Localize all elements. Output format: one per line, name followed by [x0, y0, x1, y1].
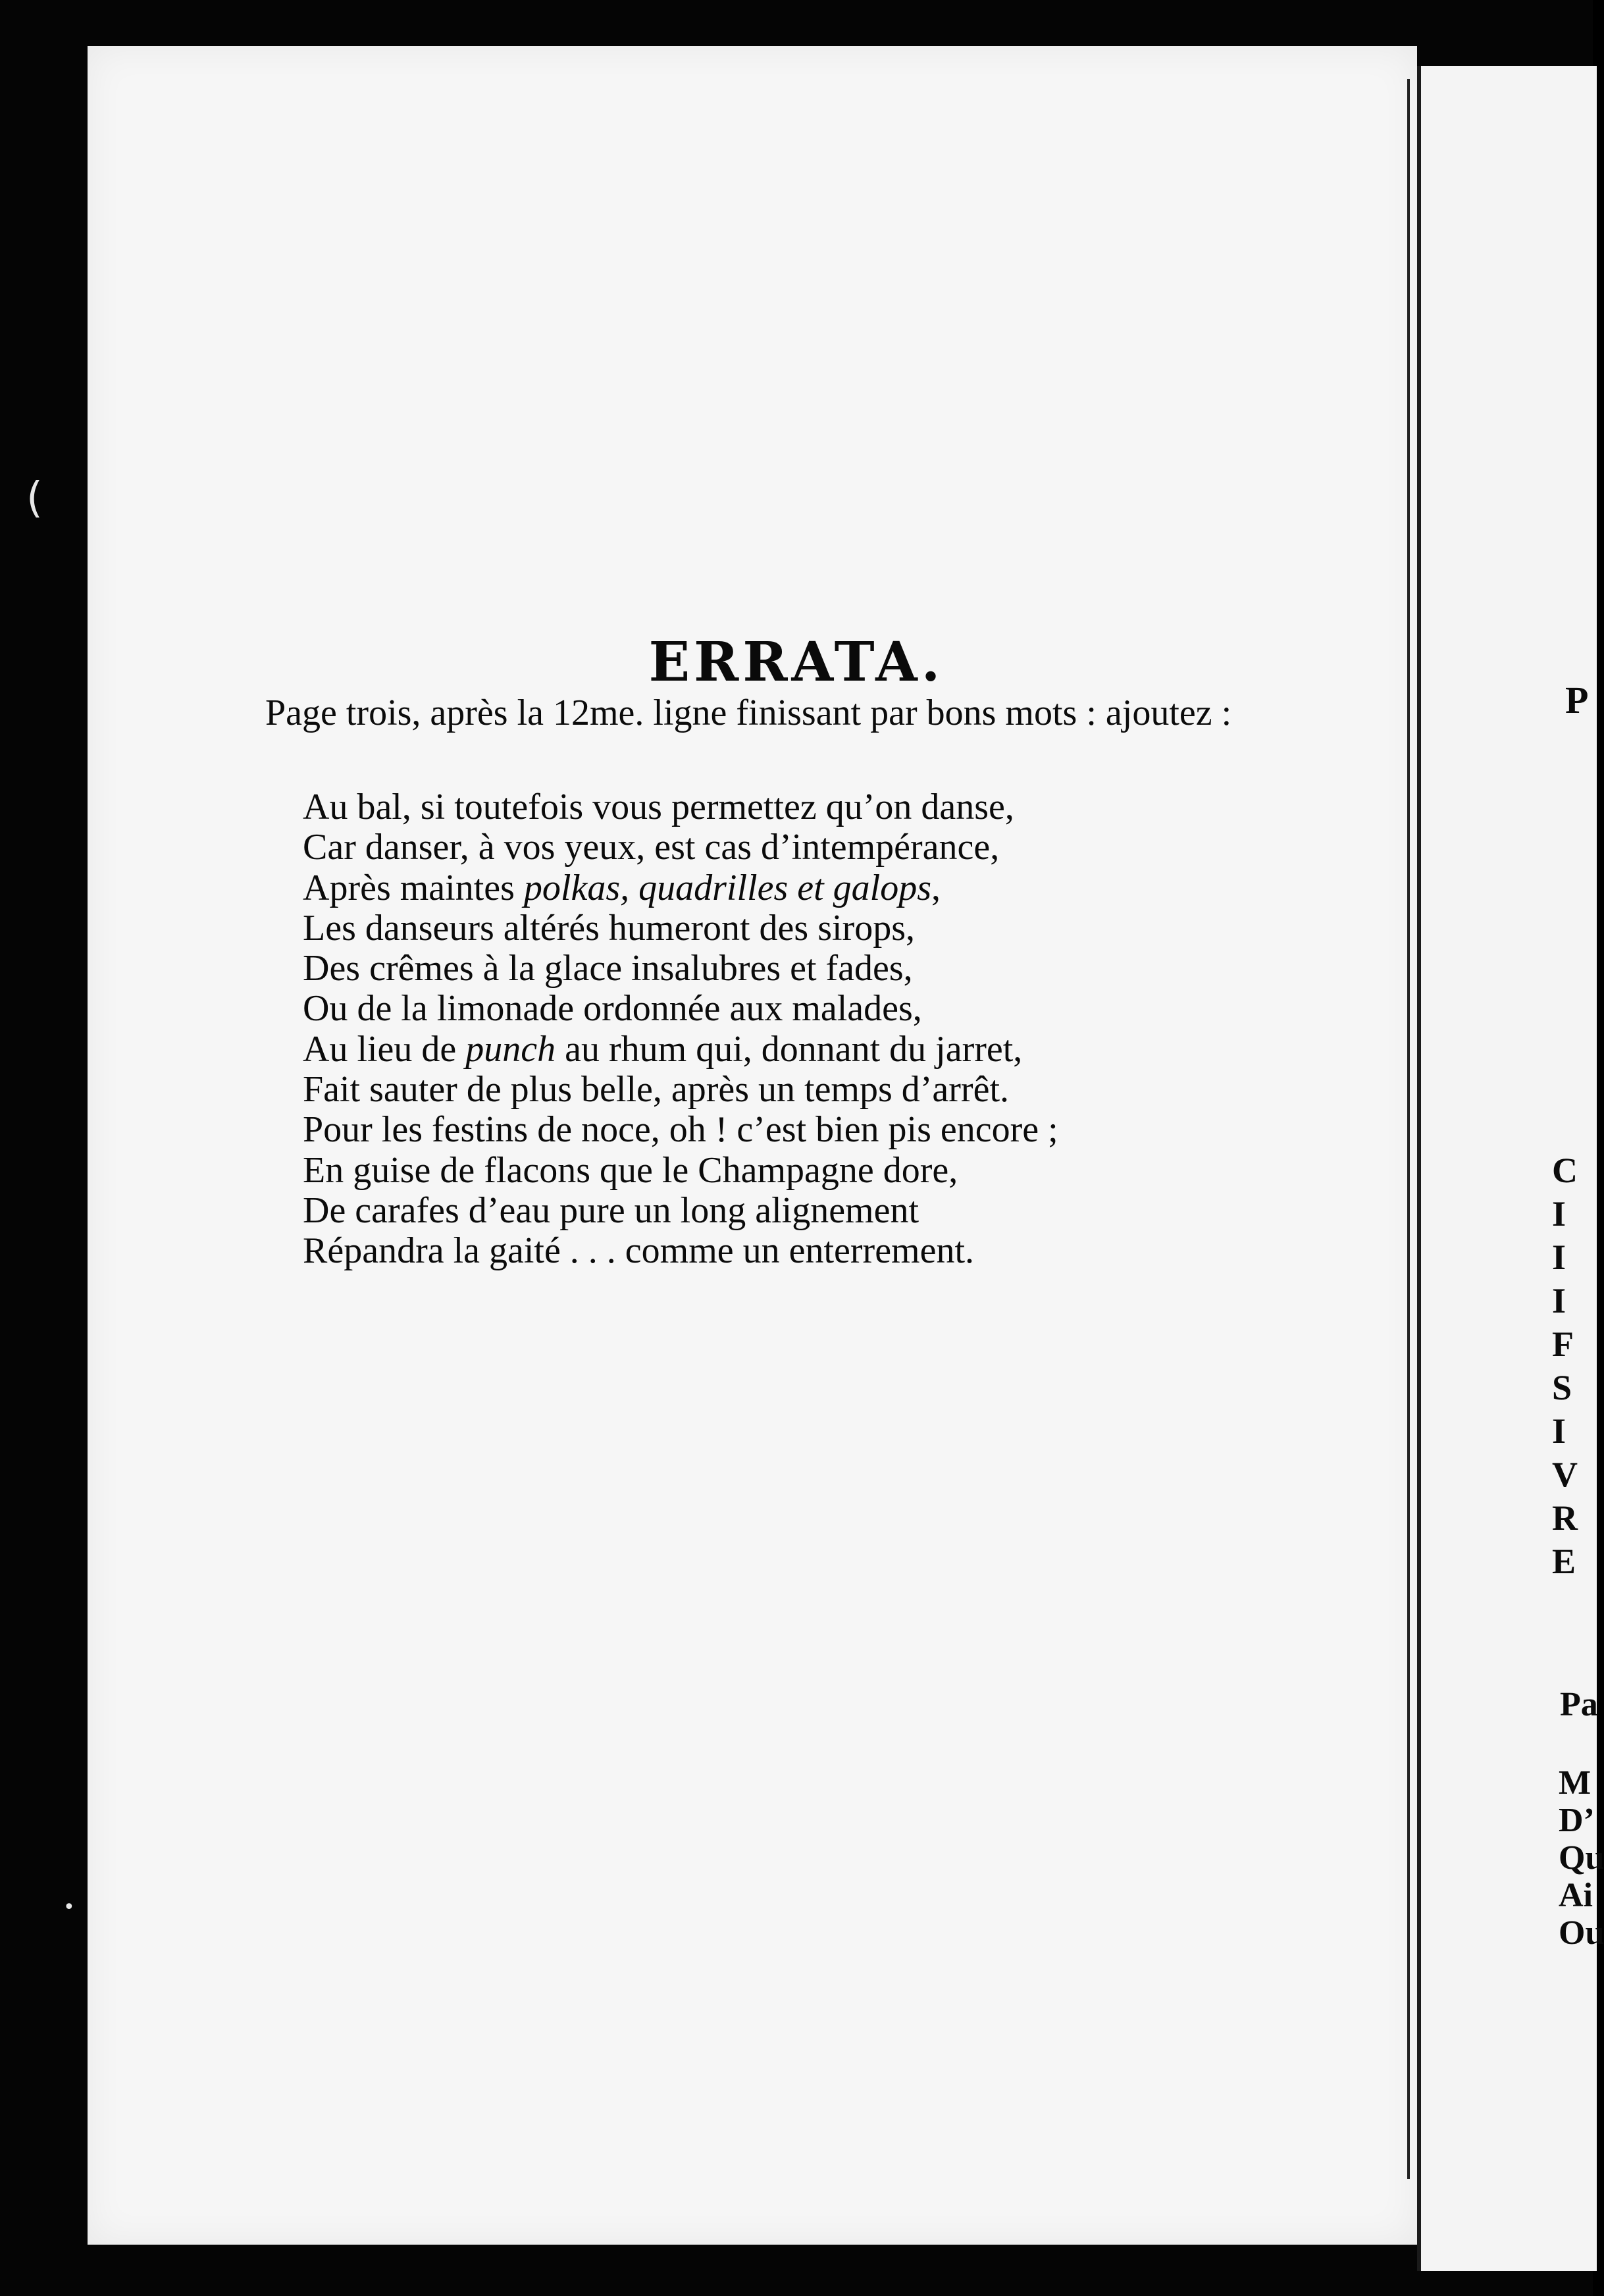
right-page-letter: E: [1552, 1542, 1576, 1581]
verse-line: [303, 908, 1290, 949]
verse-text: au rhum qui, donnant du jarret,: [556, 1028, 1023, 1070]
verse-line: [303, 787, 1290, 827]
errata-heading: ERRATA.: [648, 631, 944, 694]
right-page-letter: C: [1552, 1151, 1578, 1190]
verse-line: [303, 949, 1290, 989]
margin-mark: (: [26, 474, 43, 523]
verse-text: ,: [931, 867, 941, 908]
page-fold-line: [1407, 79, 1410, 2179]
verse-italic-text: punch: [465, 1028, 556, 1070]
verse-text: Ou de la limonade ordonnée aux malades,: [303, 988, 922, 1030]
right-page-fragment: Qu: [1559, 1839, 1604, 1877]
verse-line: [303, 1231, 1290, 1271]
verse-text: Répandra la gaité . . . comme un enterrement.: [303, 1230, 975, 1272]
right-page-letter: I: [1552, 1238, 1566, 1277]
right-page-fragment: Ou: [1559, 1914, 1604, 1952]
right-page-letter: I: [1552, 1281, 1566, 1320]
verse-line: [303, 827, 1290, 868]
right-page-letter-column: [1552, 1149, 1578, 1583]
errata-verses: [303, 787, 1290, 1272]
right-page-block: [1559, 1764, 1604, 1952]
right-page-fragment: Ai: [1559, 1877, 1593, 1914]
verse-text: Car danser, à vos yeux, est cas d’intempérance,: [303, 827, 1000, 868]
right-page-letter: V: [1552, 1455, 1578, 1494]
verse-text: De carafes d’eau pure un long alignement: [303, 1189, 919, 1231]
right-page-fragment: D’: [1559, 1802, 1595, 1839]
verse-text: Les danseurs altérés humeront des sirops,: [303, 907, 915, 949]
right-page-pa: Pa: [1560, 1686, 1598, 1723]
verse-text: Fait sauter de plus belle, après un temps d’arrêt.: [303, 1069, 1009, 1110]
verse-line: [303, 1030, 1290, 1070]
verse-line: [303, 1151, 1290, 1191]
verse-line: [303, 1191, 1290, 1231]
right-page-letter: F: [1552, 1324, 1574, 1364]
verse-line: [303, 1070, 1290, 1110]
verse-text: Des crêmes à la glace insalubres et fades,: [303, 948, 913, 989]
verse-line: [303, 1110, 1290, 1150]
verse-text: Pour les festins de noce, oh ! c’est bien pis encore ;: [303, 1109, 1058, 1151]
margin-dot: •: [63, 1896, 75, 1919]
right-page-letter: I: [1552, 1411, 1566, 1451]
right-page-letter: S: [1552, 1368, 1572, 1407]
verse-text: Au bal, si toutefois vous permettez qu’on danse,: [303, 787, 1014, 827]
right-page-fragment: M: [1559, 1764, 1591, 1802]
verse-text: Au lieu de: [303, 1028, 466, 1070]
verse-text: Après maintes: [303, 867, 524, 908]
right-page-letter: I: [1552, 1194, 1566, 1234]
verse-line: [303, 989, 1290, 1029]
verse-italic-text: polkas, quadrilles et galops: [523, 867, 932, 908]
right-page-letter: R: [1552, 1498, 1578, 1538]
verse-line: [303, 868, 1290, 908]
right-page-letter: P: [1565, 679, 1589, 721]
errata-intro: Page trois, après la 12me. ligne finissant par bons mots : ajoutez :: [265, 692, 1232, 733]
verse-text: En guise de flacons que le Champagne dore,: [303, 1149, 958, 1191]
